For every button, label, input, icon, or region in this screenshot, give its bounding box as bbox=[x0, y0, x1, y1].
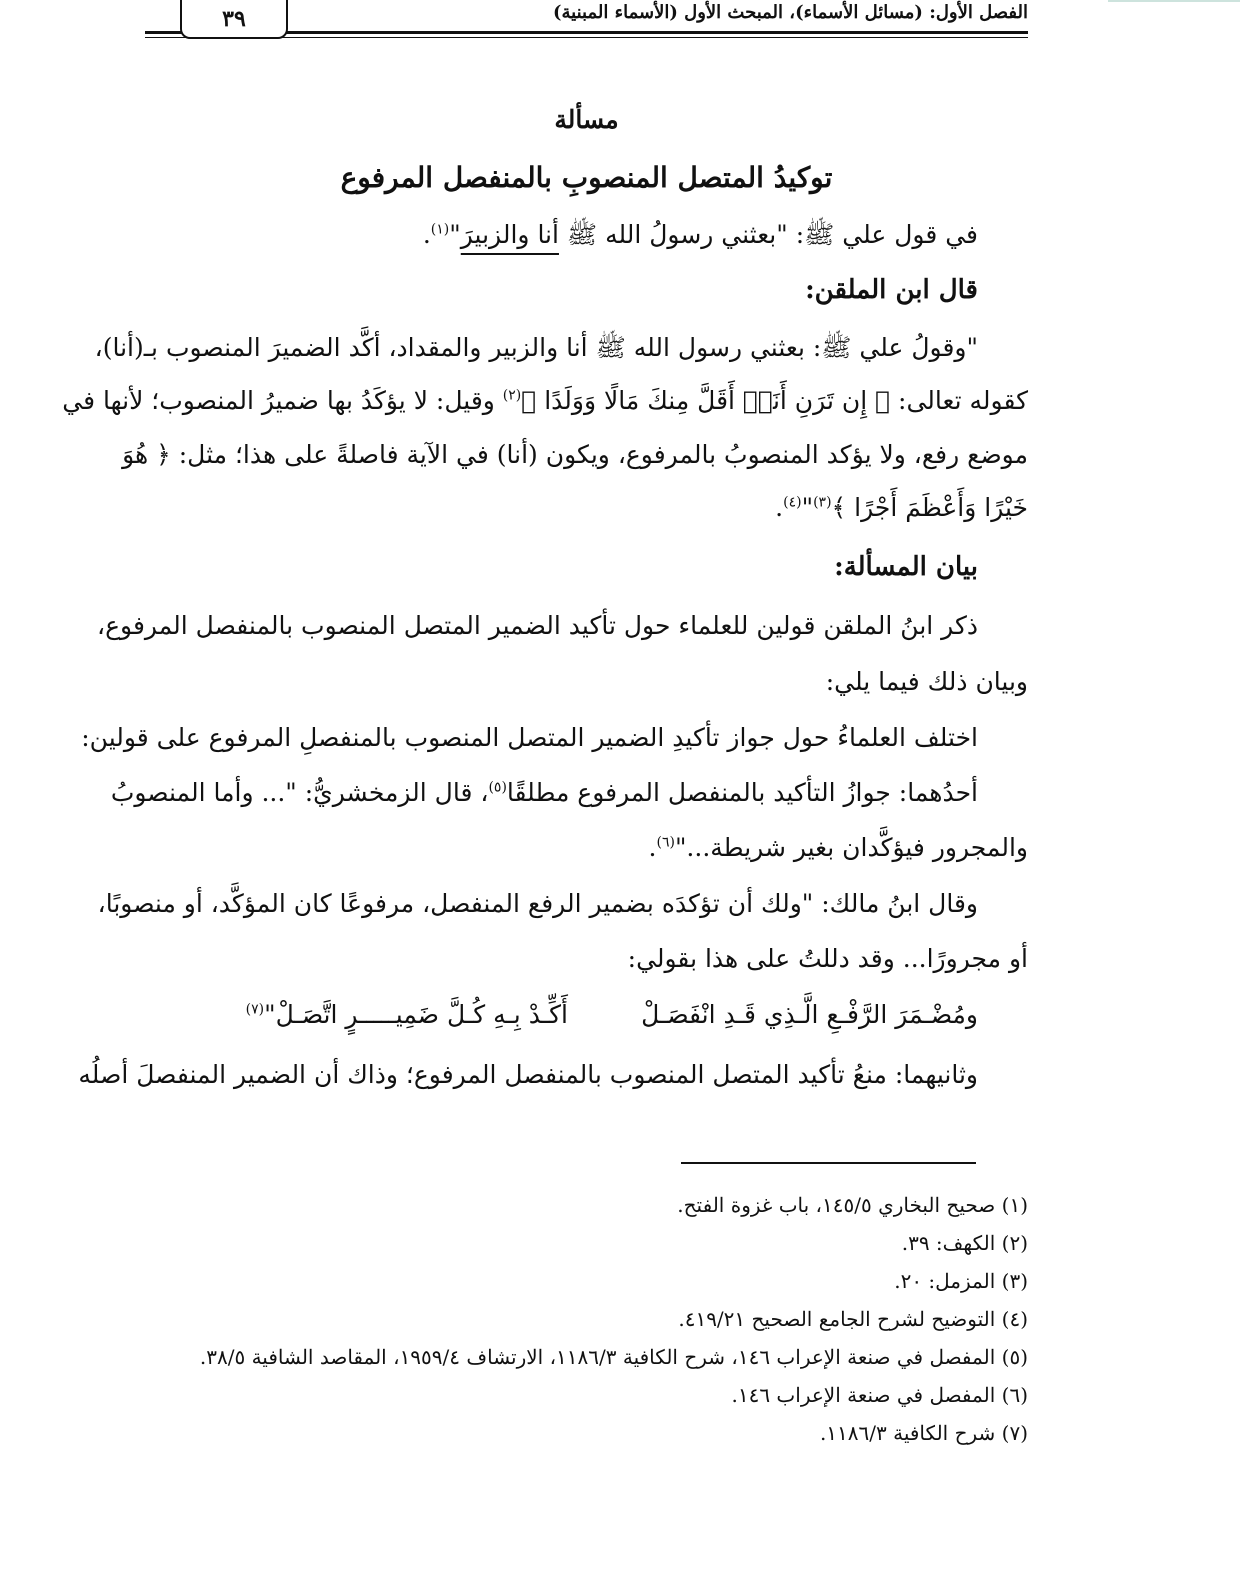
footnote-1: (١) صحيح البخاري ١٤٥/٥، باب غزوة الفتح. bbox=[677, 1193, 1028, 1217]
corner-mark bbox=[1108, 0, 1240, 2]
para1-line-2: وبيان ذلك فيما يلي: bbox=[825, 667, 1028, 696]
footnote-ref-7[interactable]: (٧) bbox=[245, 1001, 265, 1018]
quote-end: . bbox=[775, 493, 784, 522]
footnotes bbox=[145, 1186, 1028, 1452]
quote-verse-muzzammil: خَيْرًا وَأَعْظَمَ أَجْرًا ﴾ bbox=[831, 493, 1028, 522]
verse-second-text: أَكِّـدْ بِـهِ كُـلَّ ضَمِيـــــرٍ اتَّصَـلْ" bbox=[264, 1000, 568, 1029]
footnote-ref-2[interactable]: (٢) bbox=[502, 387, 522, 404]
footnote-ref-6[interactable]: (٦) bbox=[656, 834, 675, 851]
running-head: الفصل الأول: (مسائل الأسماء)، المبحث الأول (الأسماء المبنية) bbox=[553, 2, 1028, 23]
para1-line-1: ذكر ابنُ الملقن قولين للعلماء حول تأكيد الضمير المتصل المنصوب بالمنفصل المرفوع، bbox=[97, 611, 978, 640]
intro-quote-close: " bbox=[449, 220, 461, 249]
footnote-ref-4[interactable]: (٤) bbox=[783, 494, 802, 511]
section-label: مسألة bbox=[554, 105, 619, 134]
footnote-ref-1[interactable]: (١) bbox=[430, 221, 450, 238]
verse-first-hemistich: ومُضْـمَرَ الرَّفْـعِ الَّـذِي قَـدِ انْفَصَـلْ bbox=[641, 1000, 978, 1029]
footnote-ref-5[interactable]: (٥) bbox=[488, 779, 507, 796]
footnote-6: (٦) المفصل في صنعة الإعراب ١٤٦. bbox=[731, 1383, 1028, 1407]
footnote-3: (٣) المزمل: ٢٠. bbox=[894, 1269, 1028, 1293]
section-title: توكيدُ المتصل المنصوبِ بالمنفصل المرفوع bbox=[340, 161, 833, 194]
footnote-7: (٧) شرح الكافية ١١٨٦/٣. bbox=[819, 1421, 1028, 1445]
quote-line-2 bbox=[62, 379, 1028, 422]
para5: وثانيهما: منعُ تأكيد المتصل المنصوب بالمنفصل المرفوع؛ وذاك أن الضمير المنفصلَ أصلُه bbox=[78, 1060, 978, 1089]
footnote-5: (٥) المفصل في صنعة الإعراب ١٤٦، شرح الكافية ١١٨٦/٣، الارتشاف ١٩٥٩/٤، المقاصد الشافية ٣٨/٥. bbox=[199, 1345, 1028, 1369]
quote-line-4 bbox=[145, 486, 1028, 529]
para3-text-b: ، قال الزمخشريُّ: "... وأما المنصوبُ bbox=[110, 778, 489, 807]
para3-line-1 bbox=[110, 771, 1028, 814]
quote-verse-kahf: كقوله تعالى: ﴿ إِن تَرَنِ أَنَا۠ أَقَلَّ مِنكَ مَالًا وَوَلَدًا ﴾ bbox=[521, 386, 1028, 415]
para4-line-2: أو مجرورًا... وقد دللتُ على هذا بقولي: bbox=[627, 944, 1028, 973]
intro-text: في قول علي ﷺ: "بعثني رسولُ الله ﷺ bbox=[558, 220, 978, 249]
quote-line-3: موضع رفع، ولا يؤكد المنصوبُ بالمرفوع، ويكون (أنا) في الآية فاصلةً على هذا؛ مثل: ﴿ هُوَ bbox=[122, 440, 1028, 469]
page-number: ٣٩ bbox=[180, 0, 288, 39]
para2: اختلف العلماءُ حول جواز تأكيدِ الضمير المتصل المنصوب بالمنفصلِ المرفوع على قولين: bbox=[81, 723, 978, 752]
quote-close: " bbox=[801, 493, 814, 522]
quote-line-1: "وقولُ علي ﷺ: بعثني رسول الله ﷺ أنا والزبير والمقداد، أكَّد الضميرَ المنصوب بـ(أنا)، bbox=[94, 333, 978, 362]
intro-line bbox=[145, 213, 1028, 256]
footnote-4: (٤) التوضيح لشرح الجامع الصحيح ٤١٩/٢١. bbox=[678, 1307, 1028, 1331]
poetry-verse bbox=[145, 993, 1028, 1036]
para3-line-2 bbox=[145, 826, 1028, 869]
quote-line-2-rest: وقيل: لا يؤكَدُ بها ضميرُ المنصوب؛ لأنها في bbox=[62, 386, 503, 415]
para3-text-a: أحدُهما: جوازُ التأكيد بالمنفصل المرفوع مطلقًا bbox=[506, 778, 978, 807]
explain-heading: بيان المسألة: bbox=[834, 552, 978, 582]
intro-end: . bbox=[422, 220, 431, 249]
para4-line-1: وقال ابنُ مالك: "ولك أن تؤكدَه بضمير الرفع المنفصل، مرفوعًا كان المؤكَّد، أو منصوبًا، bbox=[97, 889, 978, 918]
footnote-2: (٢) الكهف: ٣٩. bbox=[901, 1231, 1028, 1255]
footnote-ref-3[interactable]: (٣) bbox=[813, 494, 832, 511]
intro-underlined: أنا والزبيرَ bbox=[460, 220, 559, 249]
footnote-separator bbox=[681, 1162, 976, 1164]
para3-text-c: والمجرور فيؤكَّدان بغير شريطة..." bbox=[674, 833, 1028, 862]
said-heading: قال ابن الملقن: bbox=[805, 275, 978, 305]
para3-end: . bbox=[648, 833, 657, 862]
verse-second-hemistich bbox=[246, 993, 568, 1036]
